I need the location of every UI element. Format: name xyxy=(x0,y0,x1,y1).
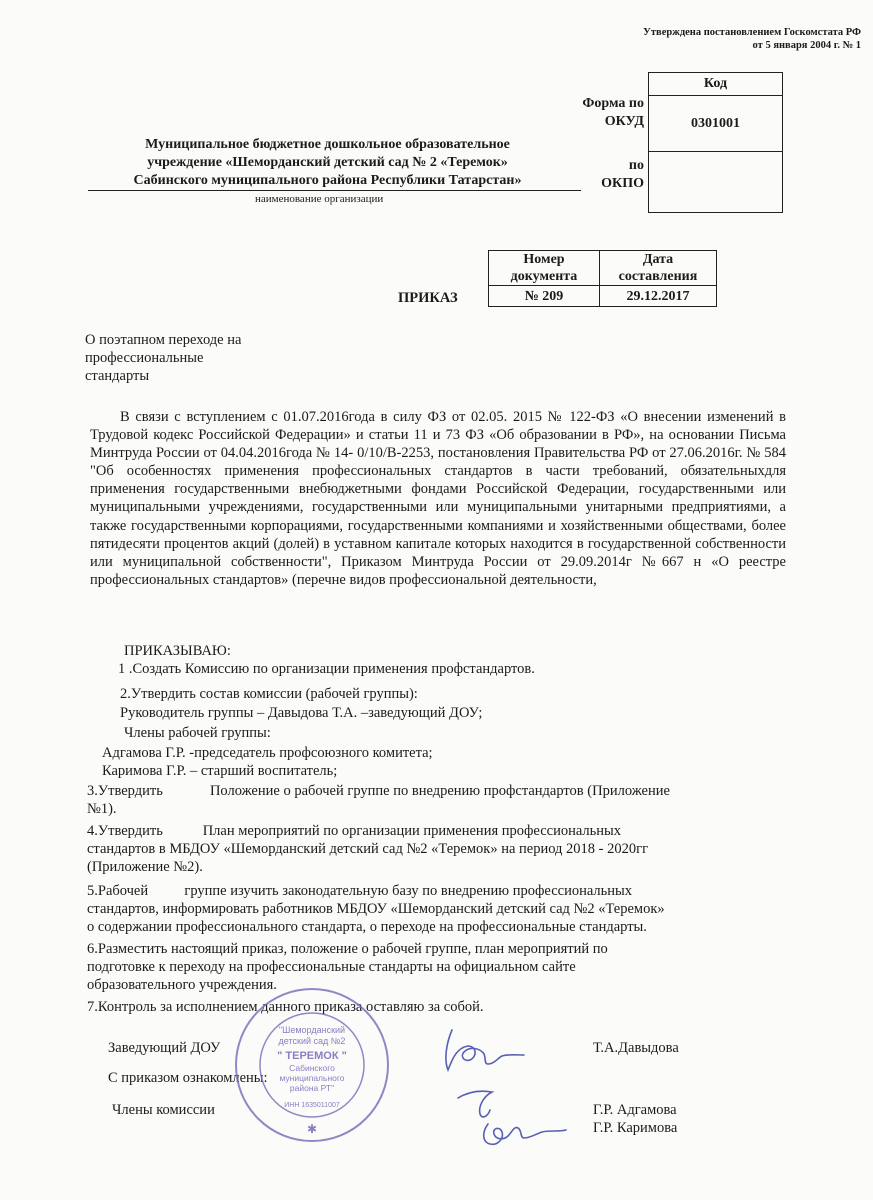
order-item-4-line-1: 4.Утвердить План мероприятий по организации применения профессиональных xyxy=(87,823,622,839)
doc-date-header-line-1: Дата xyxy=(642,252,674,267)
order-item-3-line-1: 3.Утвердить Положение о рабочей группе по внедрению профстандартов (Приложение xyxy=(87,783,670,799)
head-signature xyxy=(446,1030,524,1070)
stamp-star-icon: ✱ xyxy=(306,1122,318,1136)
okud-label-line-2: ОКУД xyxy=(604,114,644,129)
order-item-6-line-3: образовательного учреждения. xyxy=(87,977,277,993)
okpo-label-line-1: по xyxy=(628,158,644,173)
order-item-5-line-3: о содержании профессионального стандарта, о переходе на профессиональные стандарты. xyxy=(87,919,647,935)
group-member-2: Каримова Г.Р. – старший воспитатель; xyxy=(102,763,338,779)
subject-line-3: стандарты xyxy=(85,368,150,384)
preamble-paragraph: В связи с вступлением с 01.07.2016года в силу ФЗ от 02.05. 2015 № 122-ФЗ «О внесении изменений в Трудовой кодекс Российской Федерации» и статьи 11 и 73 ФЗ «Об образовании в РФ», на основании Письма Минтруда России от 04.04.2016года № 14- 0/10/В-2253, постановления Правительства РФ от 27.06.2016г. № 584 "Об особенностях применения профессиональных стандартов в части требований, обязательныхдля применения государственными внебюджетными фондами Российской Федерации, государственными или муниципальными учреждениями, государственными или муниципальными унитарными предприятиями, а также государственными корпорациями, государственными компаниями и хозяйственными обществами, более пятидесяти процентов акций (долей) в уставном капитале которых находится в государственной собственности или муниципальной собственности", Приказом Минтруда России от 29.09.2014г №667 н «О реестре профессиональных стандартов» (перечне видов профессиональной деятельности, xyxy=(90,409,786,588)
document-number-table xyxy=(488,250,717,307)
organization-line-2: учреждение «Шеморданский детский сад № 2 «Теремок» xyxy=(147,155,508,170)
doc-date-header-line-2: составления xyxy=(618,269,698,284)
acquainted-label: С приказом ознакомлены: xyxy=(108,1070,268,1086)
organization-underline xyxy=(88,190,581,191)
order-item-5-line-2: стандартов, информировать работников МБДОУ «Шеморданский детский сад №2 «Теремок» xyxy=(87,901,665,917)
okud-code: 0301001 xyxy=(649,96,782,152)
doc-number-header xyxy=(489,251,600,286)
stamp-inn: ИНН 1635011007 xyxy=(284,1102,340,1109)
head-name: Т.А.Давыдова xyxy=(593,1040,679,1056)
stamp-line-4: Сабинского xyxy=(289,1063,335,1073)
doc-date-header xyxy=(600,251,717,286)
stamp-line-5: муниципального xyxy=(279,1073,345,1083)
prikazyvayu: ПРИКАЗЫВАЮ: xyxy=(124,643,231,659)
organization-caption: наименование организации xyxy=(255,193,384,205)
okpo-code xyxy=(649,152,782,212)
code-header: Код xyxy=(649,73,782,96)
organization-name xyxy=(70,136,585,190)
order-item-7: 7.Контроль за исполнением данного приказа оставляю за собой. xyxy=(87,999,484,1015)
member-2-name: Г.Р. Каримова xyxy=(593,1120,678,1136)
member-1-signature xyxy=(458,1091,492,1117)
subject-line-2: профессиональные xyxy=(85,350,204,366)
order-title: ПРИКАЗ xyxy=(398,290,458,306)
order-item-5-line-1: 5.Рабочей группе изучить законодательную базу по внедрению профессиональных xyxy=(87,883,632,899)
group-member-1: Адгамова Г.Р. -председатель профсоюзного комитета; xyxy=(102,745,433,761)
commission-members-label: Члены комиссии xyxy=(112,1102,215,1118)
subject-line-1: О поэтапном переходе на xyxy=(85,332,242,348)
order-item-2: 2.Утвердить состав комиссии (рабочей группы): xyxy=(120,686,418,702)
okud-label xyxy=(560,95,644,131)
member-2-signature xyxy=(484,1124,566,1144)
member-1-name: Г.Р. Адгамова xyxy=(593,1102,677,1118)
okpo-label-line-2: ОКПО xyxy=(601,176,644,191)
organization-line-1: Муниципальное бюджетное дошкольное образовательное xyxy=(145,137,510,152)
order-item-3-line-2: №1). xyxy=(87,801,117,817)
organization-line-3: Сабинского муниципального района Республики Татарстан» xyxy=(133,173,522,188)
group-leader: Руководитель группы – Давыдова Т.А. –заведующий ДОУ; xyxy=(120,705,483,721)
order-subject xyxy=(85,331,305,385)
approval-note xyxy=(561,26,861,52)
order-item-1: 1 .Создать Комиссию по организации применения профстандартов. xyxy=(118,661,535,677)
order-item-4-line-3: (Приложение №2). xyxy=(87,859,203,875)
group-members-label: Члены рабочей группы: xyxy=(124,725,271,741)
doc-number: № 209 xyxy=(489,286,600,307)
order-item-6-line-1: 6.Разместить настоящий приказ, положение о рабочей группе, план мероприятий по xyxy=(87,941,608,957)
doc-number-header-line-1: Номер xyxy=(523,252,565,267)
stamp-line-6: района РТ" xyxy=(289,1083,335,1093)
approval-line-1: Утверждена постановлением Госкомстата РФ xyxy=(643,27,861,38)
okud-label-line-1: Форма по xyxy=(582,96,644,111)
head-label: Заведующий ДОУ xyxy=(108,1040,221,1056)
doc-number-header-line-2: документа xyxy=(510,269,578,284)
order-item-4-line-2: стандартов в МБДОУ «Шеморданский детский сад №2 «Теремок» на период 2018 - 2020гг xyxy=(87,841,649,857)
form-code-table xyxy=(648,72,783,213)
approval-line-2: от 5 января 2004 г. № 1 xyxy=(752,40,861,51)
order-item-6-line-2: подготовке к переходу на профессиональные стандарты на официальном сайте xyxy=(87,959,576,975)
stamp-line-3: " ТЕРЕМОК " xyxy=(277,1050,347,1062)
doc-date: 29.12.2017 xyxy=(600,286,717,307)
organization-stamp xyxy=(232,985,392,1145)
stamp-line-2: детский сад №2 xyxy=(278,1036,346,1046)
stamp-line-1: "Шеморданский xyxy=(278,1025,346,1035)
